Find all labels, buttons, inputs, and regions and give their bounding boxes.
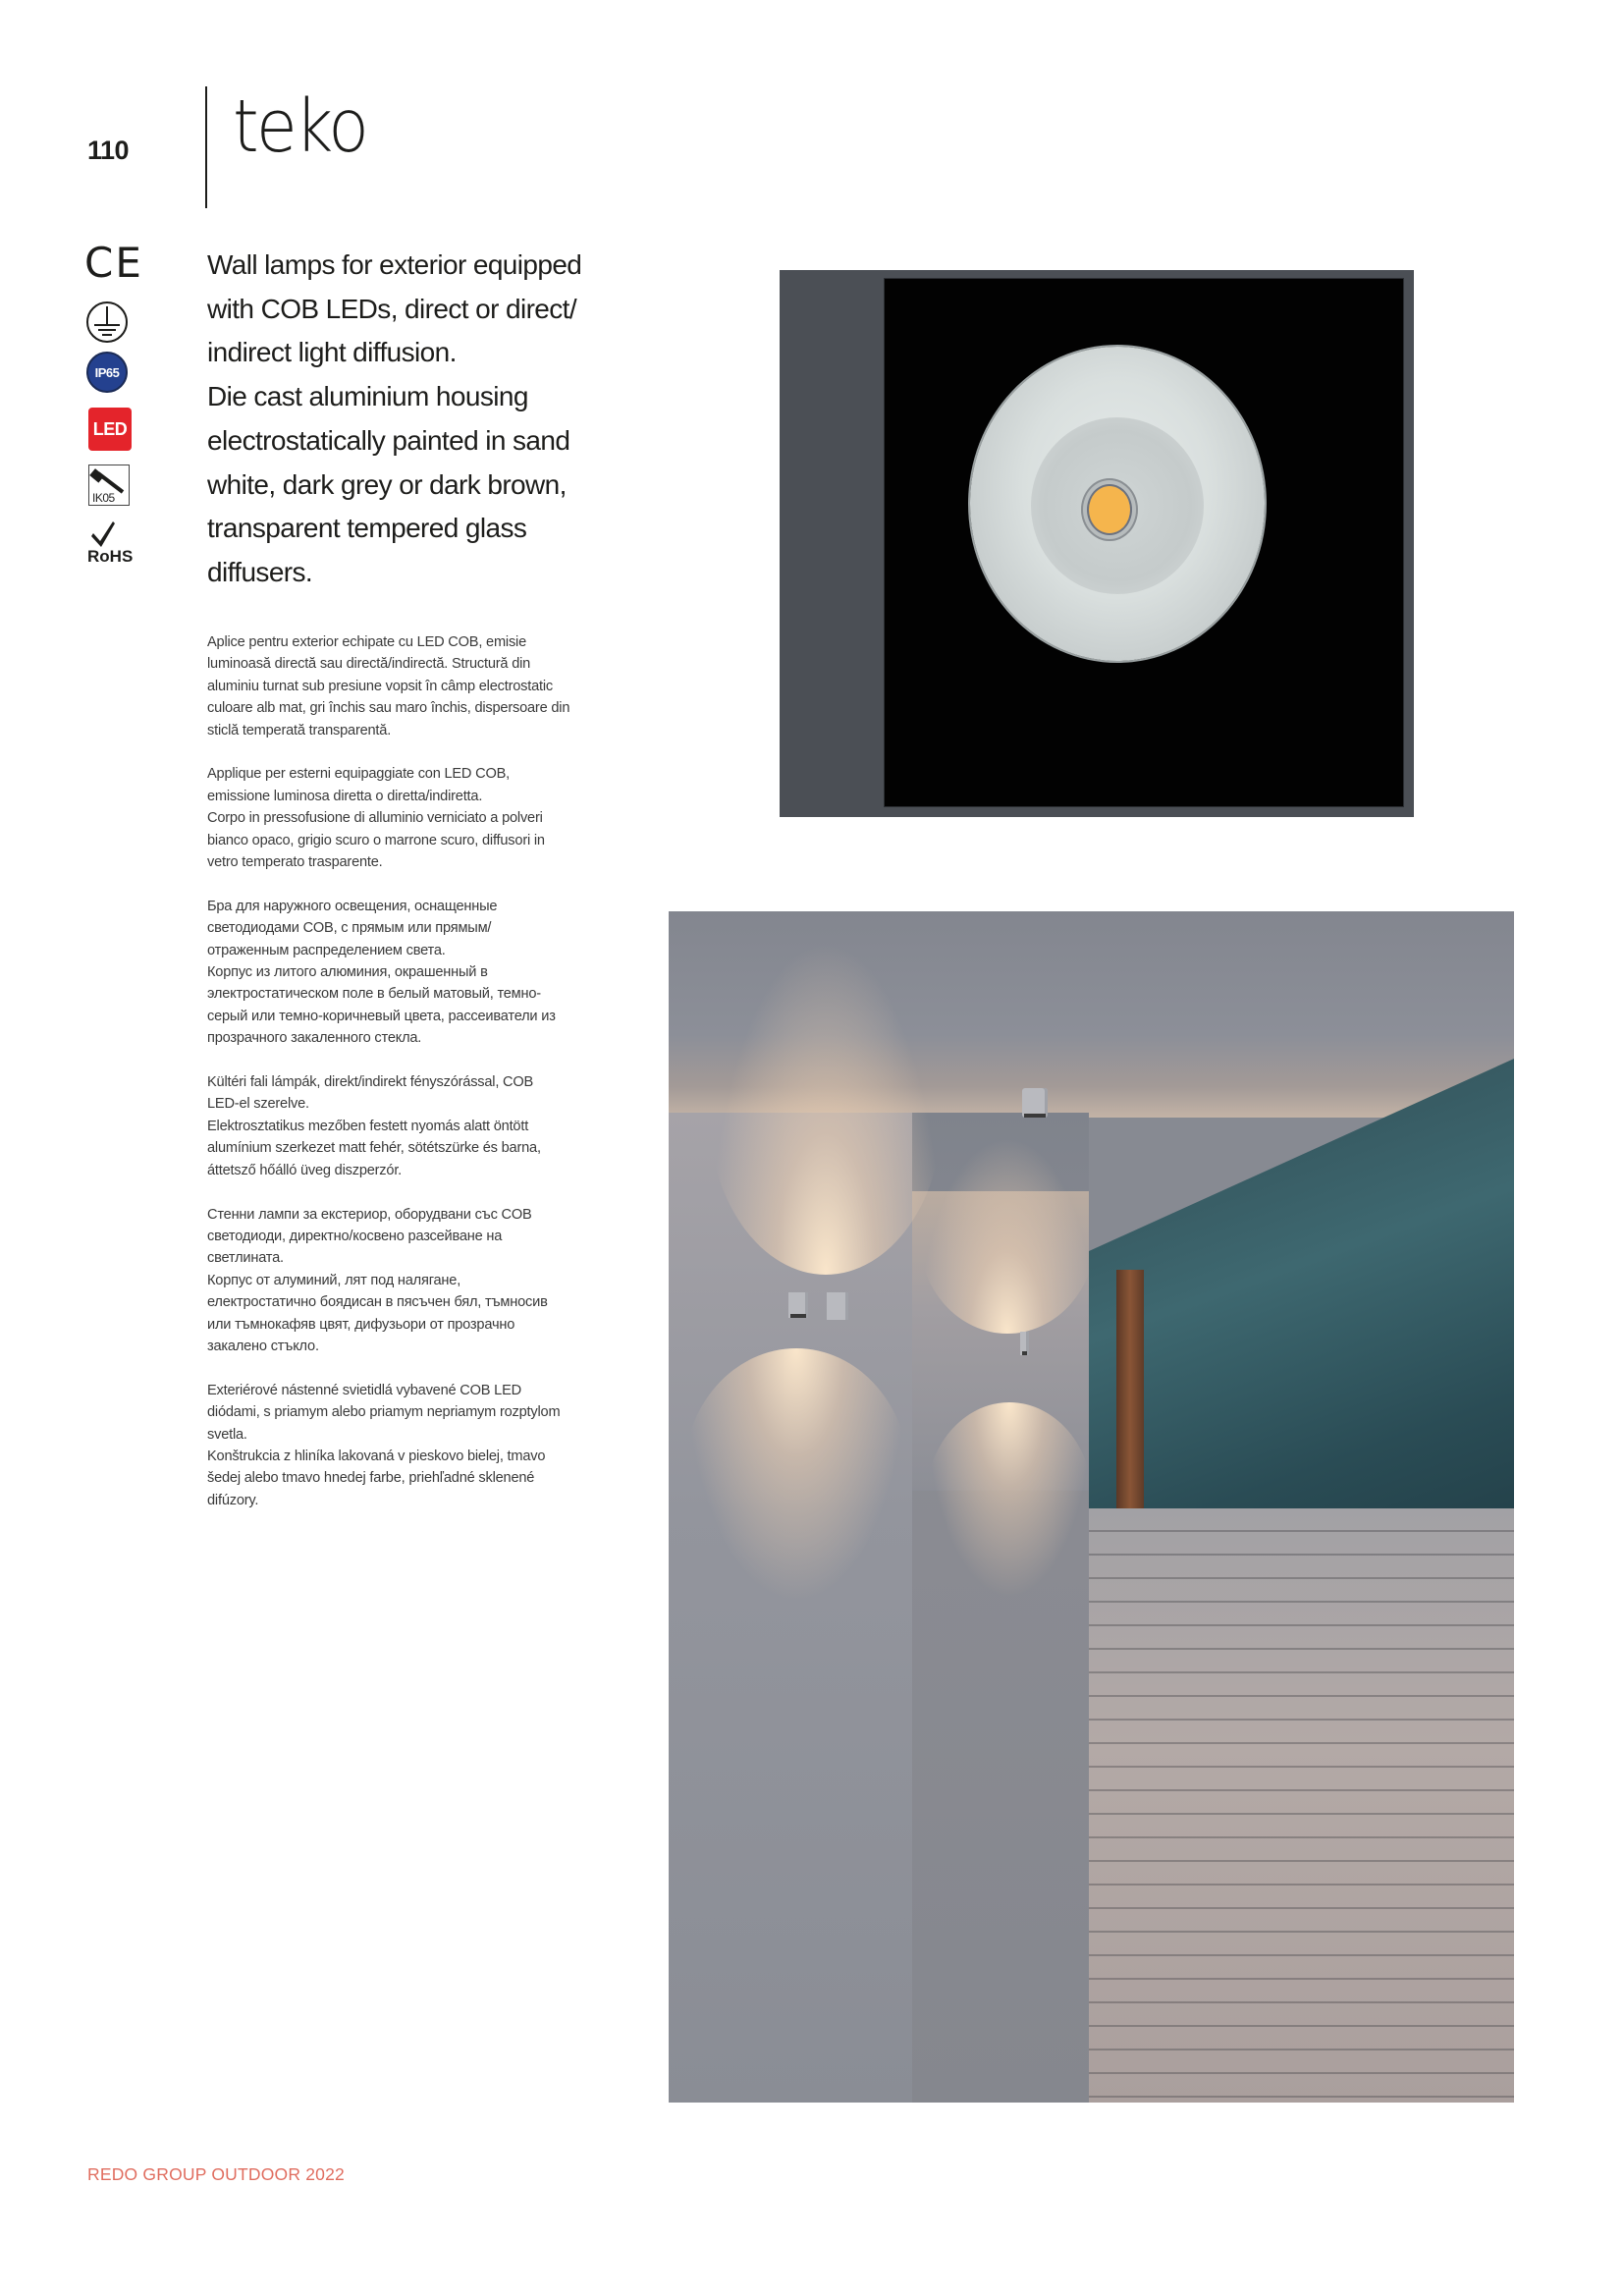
translation-line: Aplice pentru exterior echipate cu LED COB, emisie xyxy=(207,634,527,650)
scene-photo xyxy=(669,911,1514,2103)
translation-line: или тъмнокафяв цвят, дифузьори от прозрачно xyxy=(207,1316,515,1333)
translation-line: Exteriérové nástenné svietidlá vybavené COB LED xyxy=(207,1382,521,1398)
translation-line: Kültéri fali lámpák, direkt/indirekt fényszórással, COB xyxy=(207,1074,534,1091)
description-line: with COB LEDs, direct or direct/ xyxy=(207,293,577,324)
translation-bulgarian xyxy=(207,1204,629,1358)
wall-lamp xyxy=(788,1292,808,1318)
translation-line: LED-el szerelve. xyxy=(207,1096,309,1113)
ce-mark-icon: CE xyxy=(84,239,143,287)
translation-line: электростатическом поле в белый матовый, темно- xyxy=(207,986,541,1003)
translation-line: svetla. xyxy=(207,1426,247,1443)
translated-descriptions xyxy=(207,631,629,1534)
light-beam-up xyxy=(919,1137,1096,1334)
translation-russian xyxy=(207,896,629,1050)
lamp-front-panel xyxy=(884,278,1404,807)
translation-line: diódami, s priamym alebo priamym nepriamym rozptylom xyxy=(207,1404,561,1421)
translation-line: Бра для наружного освещения, оснащенные xyxy=(207,898,498,914)
translation-line: прозрачного закаленного стекла. xyxy=(207,1030,422,1047)
impact-rating-label: IK05 xyxy=(92,491,115,505)
translation-line: aluminiu turnat sub presiune vopsit în câmp electrostatic xyxy=(207,678,554,694)
translation-line: Applique per esterni equipaggiate con LED COB, xyxy=(207,766,511,783)
translation-line: alumínium szerkezet matt fehér, sötétszürke és barna, xyxy=(207,1140,541,1157)
description-line: indirect light diffusion. xyxy=(207,337,457,368)
description-line: Wall lamps for exterior equipped xyxy=(207,249,582,280)
translation-line: áttetsző hőálló üveg diszperzór. xyxy=(207,1162,403,1178)
wall-lamp xyxy=(1020,1332,1029,1355)
description-line: electrostatically painted in sand xyxy=(207,424,570,456)
title-divider xyxy=(205,86,207,208)
translation-slovak xyxy=(207,1380,629,1511)
description-line: Die cast aluminium housing xyxy=(207,381,528,412)
product-photo xyxy=(780,270,1414,817)
translation-line: Корпус от алуминий, лят под налягане, xyxy=(207,1272,461,1288)
translation-line: bianco opaco, grigio scuro o marrone scuro, diffusori in xyxy=(207,832,545,848)
translation-line: Корпус из литого алюминия, окрашенный в xyxy=(207,964,488,981)
product-title-text: teko xyxy=(233,84,367,169)
checkmark-icon xyxy=(87,519,138,549)
footer-text: REDO GROUP OUTDOOR 2022 xyxy=(87,2164,345,2184)
wall-lamp xyxy=(827,1292,848,1320)
translation-line: закалено стъкло. xyxy=(207,1338,319,1354)
lamp-reflector xyxy=(970,347,1265,661)
translation-line: електростатично боядисан в пясъчен бял, тъмносив xyxy=(207,1294,548,1311)
translation-line: sticlă temperată transparentă. xyxy=(207,722,392,738)
rohs-icon xyxy=(87,519,138,567)
light-beam-up xyxy=(708,941,944,1275)
cob-led-chip xyxy=(1089,486,1130,533)
translation-hungarian xyxy=(207,1071,629,1181)
translation-line: Konštrukcia z hliníka lakovaná v pieskovo bielej, tmavo xyxy=(207,1448,546,1464)
translation-line: Стенни лампи за екстериор, оборудвани със COB xyxy=(207,1206,532,1223)
translation-line: šedej alebo tmavo hnedej farbe, priehľadné sklenené xyxy=(207,1470,535,1487)
page-number: 110 xyxy=(87,136,130,165)
translation-line: vetro temperato trasparente. xyxy=(207,854,383,871)
ceiling-lamp xyxy=(1022,1088,1048,1118)
ip-rating-icon: IP65 xyxy=(86,352,128,393)
light-beam-down xyxy=(683,1348,909,1604)
translation-romanian xyxy=(207,631,629,741)
translation-line: отраженным распределением света. xyxy=(207,942,446,958)
product-title xyxy=(233,84,378,169)
translation-line: серый или темно-коричневый цвета, рассеиватели из xyxy=(207,1008,556,1024)
description-line: diffusers. xyxy=(207,556,313,587)
translation-line: luminoasă directă sau directă/indirectă. Structură din xyxy=(207,656,531,673)
protective-earth-icon xyxy=(84,300,130,345)
led-icon: LED xyxy=(88,408,132,451)
translation-line: difúzory. xyxy=(207,1492,259,1508)
translation-line: emissione luminosa diretta o diretta/indiretta. xyxy=(207,788,483,804)
rohs-label: RoHS xyxy=(87,547,134,566)
light-beam-down xyxy=(926,1402,1093,1599)
translation-line: Elektrosztatikus mezőben festett nyomás alatt öntött xyxy=(207,1118,529,1134)
translation-line: светлината. xyxy=(207,1250,284,1267)
translation-line: светодиоди, директно/косвено разсейване на xyxy=(207,1228,503,1244)
description-line: transparent tempered glass xyxy=(207,513,527,544)
english-description xyxy=(207,244,639,595)
translation-line: culoare alb mat, gri închis sau maro închis, dispersoare din xyxy=(207,700,570,717)
translation-line: Corpo in pressofusione di alluminio verniciato a polveri xyxy=(207,810,543,827)
translation-italian xyxy=(207,763,629,873)
impact-rating-icon xyxy=(88,465,130,506)
description-line: white, dark grey or dark brown, xyxy=(207,468,567,500)
cob-holder xyxy=(1081,478,1138,541)
translation-line: светодиодами COB, с прямым или прямым/ xyxy=(207,920,492,937)
